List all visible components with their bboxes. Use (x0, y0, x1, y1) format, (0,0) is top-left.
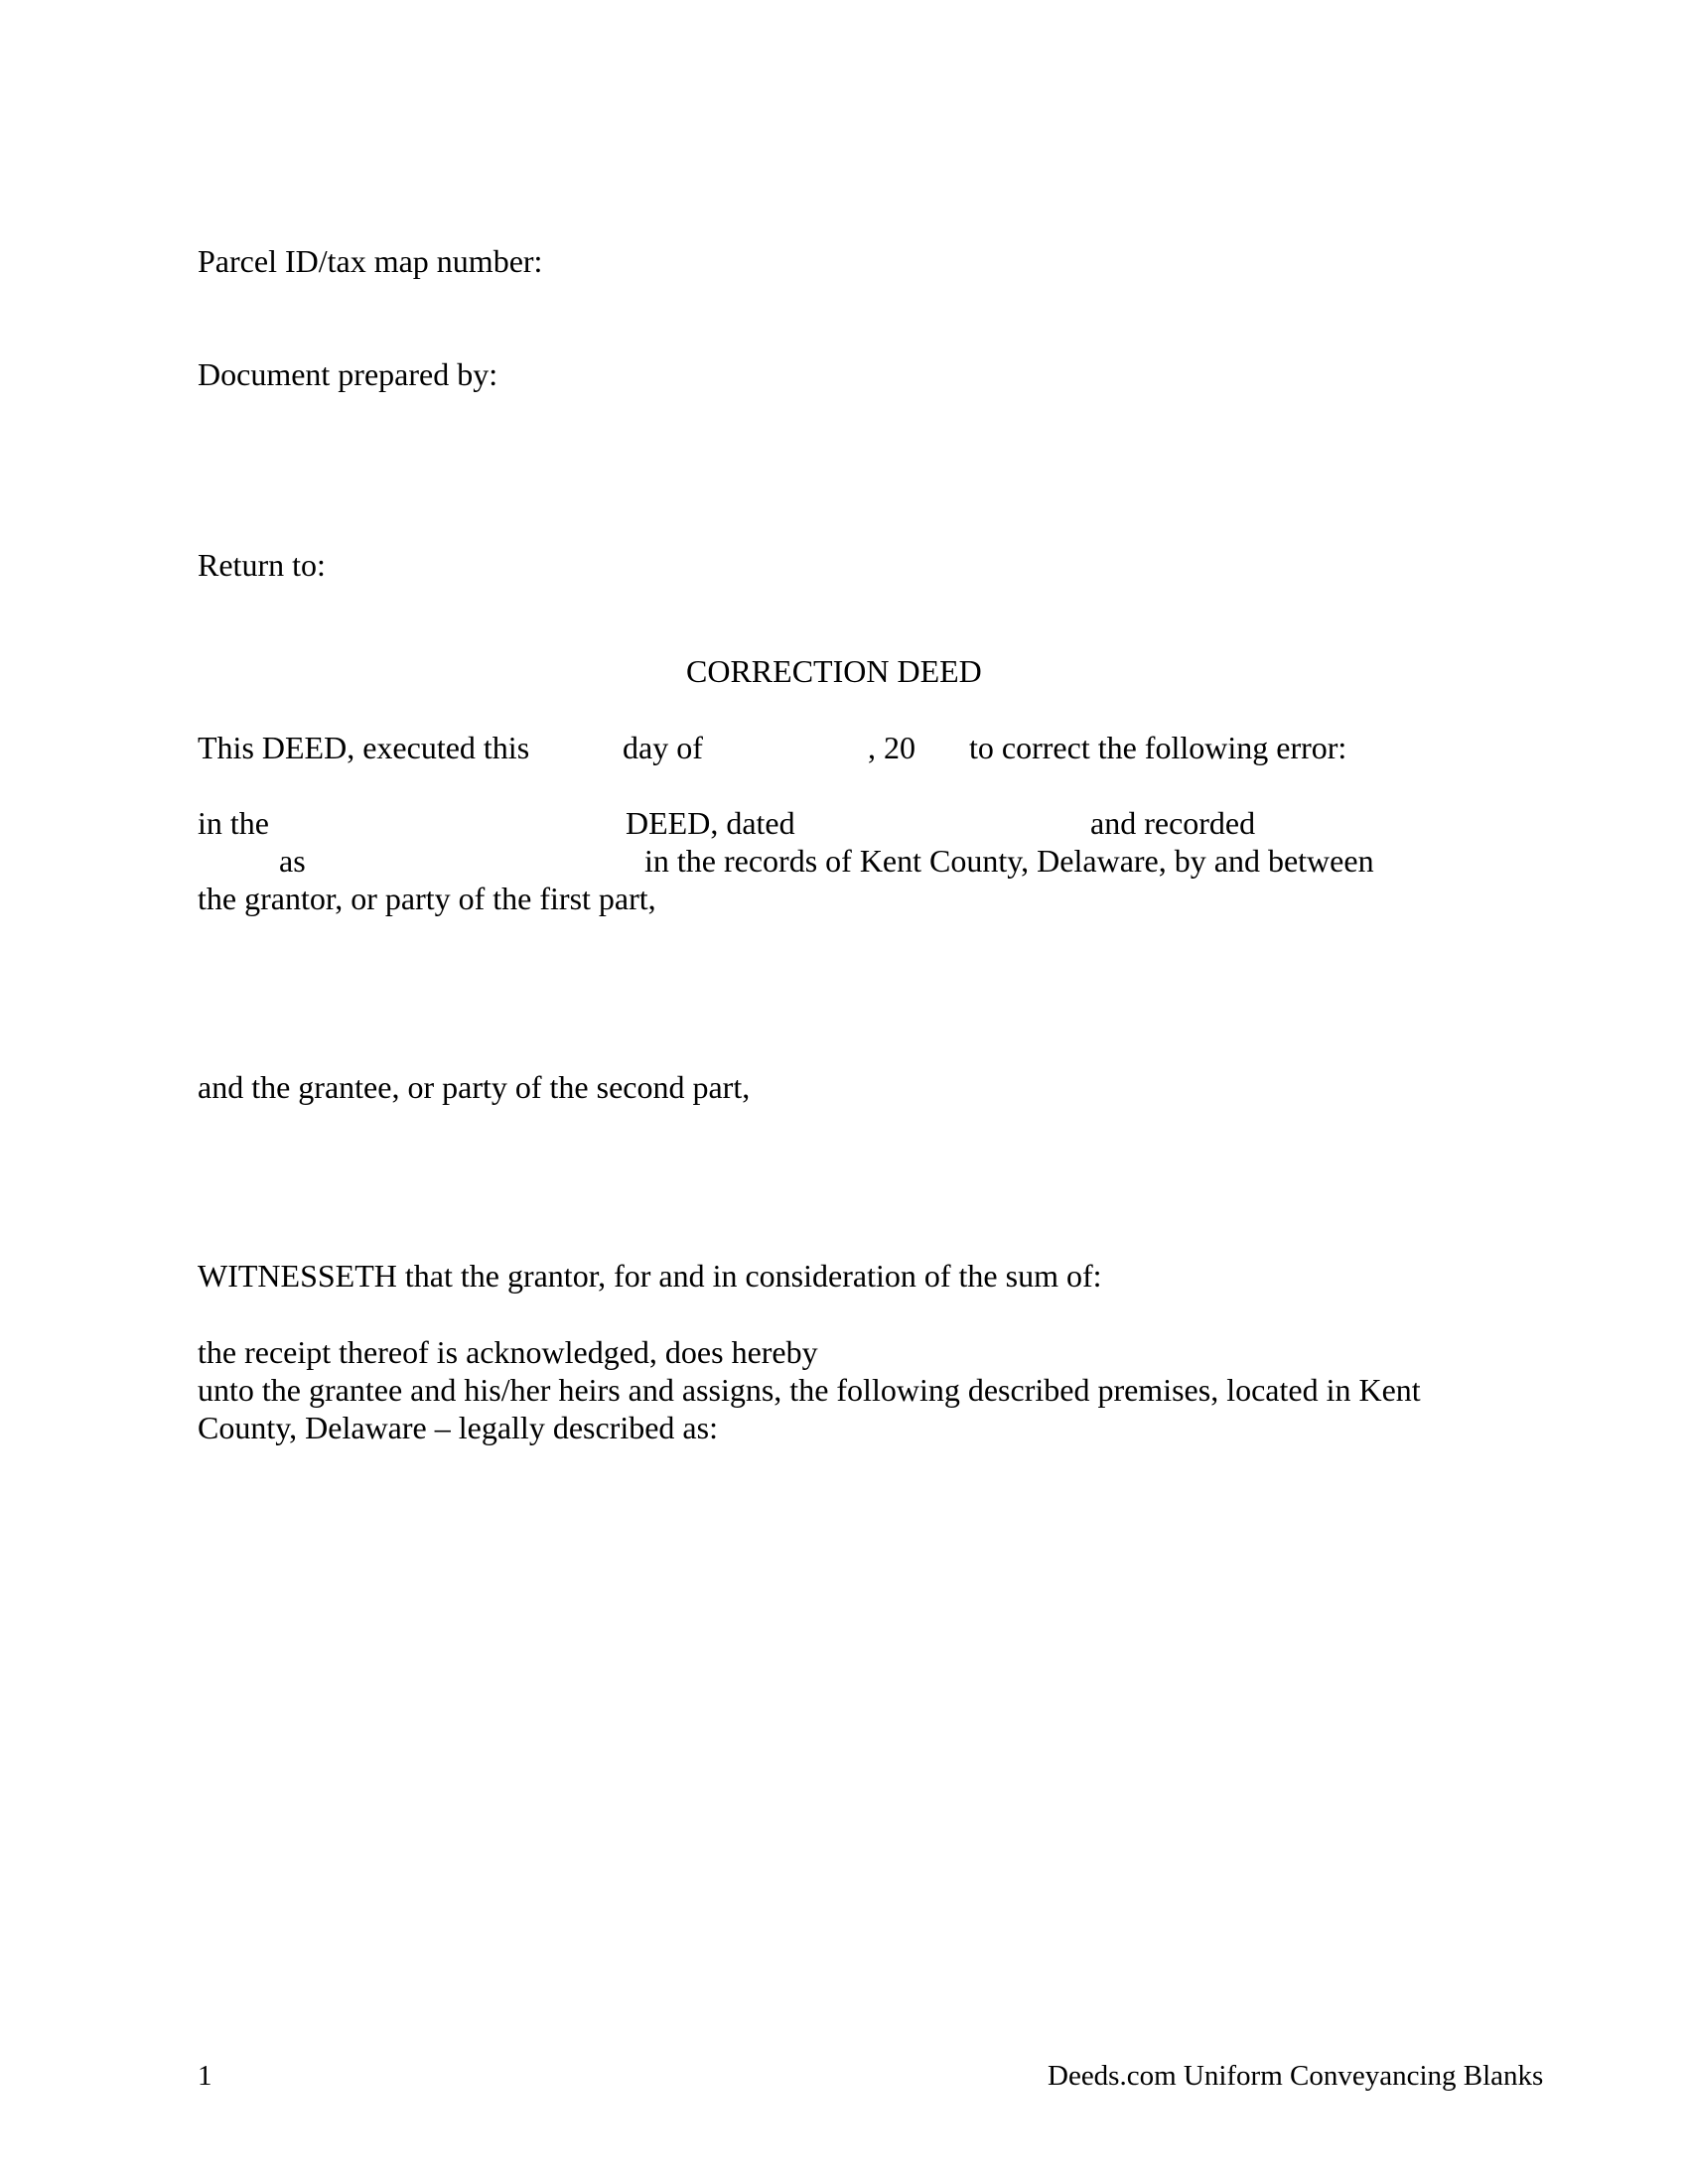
recorded-and-recorded: and recorded (1090, 805, 1256, 841)
recorded-in-the: in the (198, 805, 269, 841)
witnesseth-text: WITNESSETH that the grantor, for and in consideration of the sum of: (198, 1258, 1102, 1294)
footer-source: Deeds.com Uniform Conveyancing Blanks (1048, 2060, 1544, 2092)
footer-page-number: 1 (198, 2060, 212, 2092)
grantee-text: and the grantee, or party of the second part, (198, 1069, 751, 1105)
parcel-id-label: Parcel ID/tax map number: (198, 243, 543, 279)
intro-day-of: day of (623, 730, 703, 765)
intro-year-prefix: , 20 (868, 730, 915, 765)
intro-this-deed: This DEED, executed this (198, 730, 530, 765)
return-to-label: Return to: (198, 547, 326, 583)
recorded-records-text: in the records of Kent County, Delaware, by and between (644, 843, 1374, 879)
receipt-line-2: unto the grantee and his/her heirs and assigns, the following described premises, located in Kent (198, 1372, 1421, 1408)
document-title: CORRECTION DEED (686, 653, 982, 689)
receipt-line-3: County, Delaware – legally described as: (198, 1410, 718, 1445)
receipt-line-1: the receipt thereof is acknowledged, does hereby (198, 1334, 818, 1370)
recorded-deed-dated: DEED, dated (626, 805, 795, 841)
prepared-by-label: Document prepared by: (198, 356, 498, 392)
intro-correct-error: to correct the following error: (969, 730, 1347, 765)
recorded-as: as (279, 843, 306, 879)
grantor-text: the grantor, or party of the first part, (198, 881, 656, 916)
